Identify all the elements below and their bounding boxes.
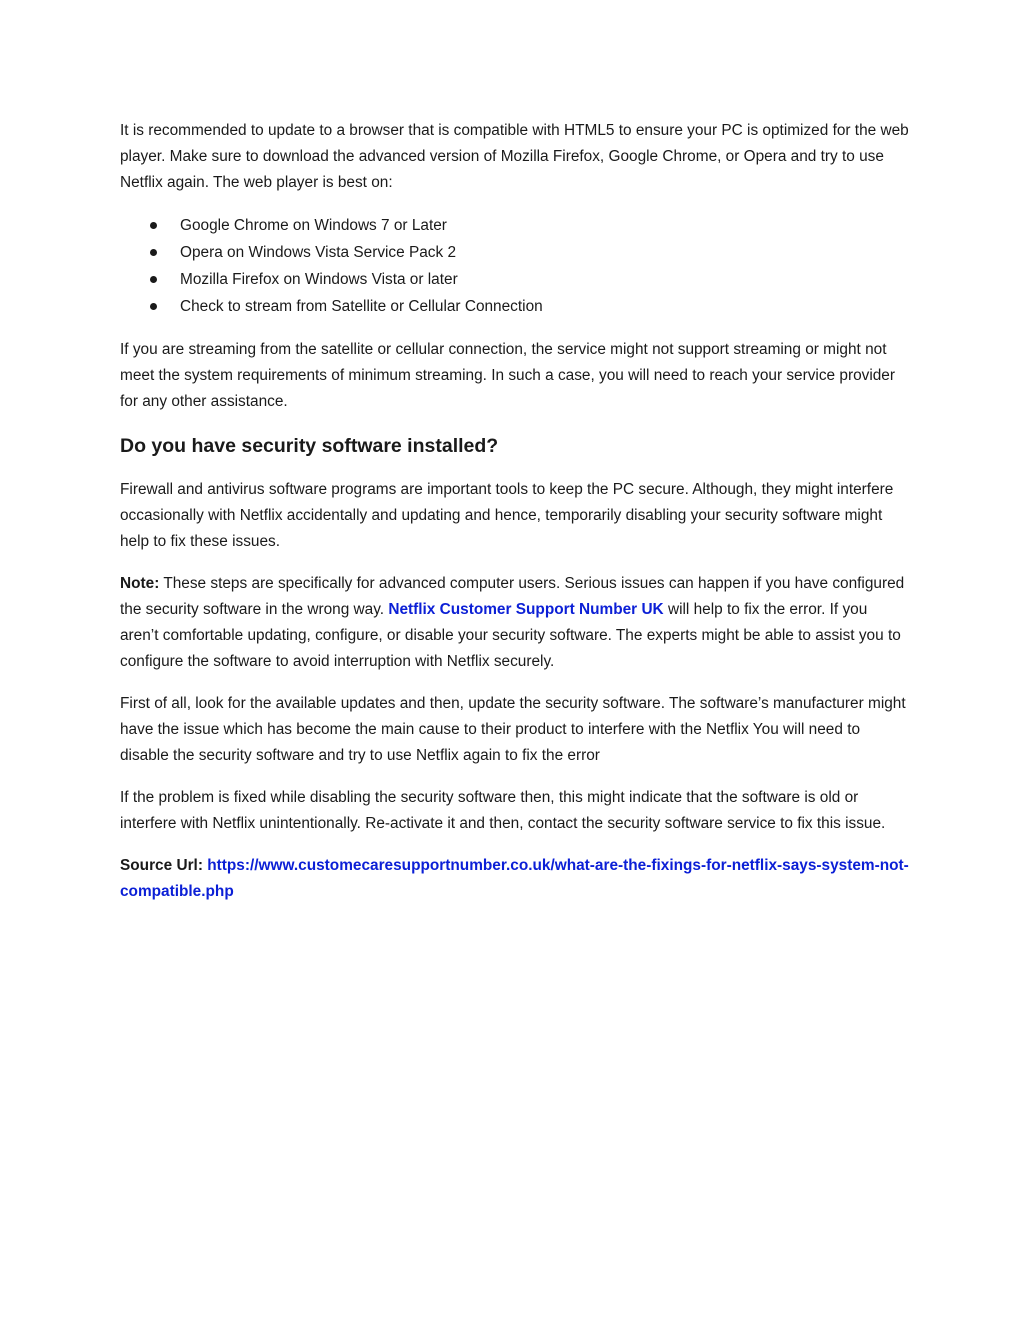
bullet-icon xyxy=(150,276,157,283)
list-item xyxy=(120,239,910,266)
satellite-paragraph: If you are streaming from the satellite or cellular connection, the service might not support streaming or might not meet the system requirements of minimum streaming. In such a case, you will need to reach your service provider for any other assistance. xyxy=(120,341,895,410)
intro-paragraph: It is recommended to update to a browser that is compatible with HTML5 to ensure your PC is optimized for the web player. Make sure to download the advanced version of Mozilla Firefox, Google Chrome, or Opera and try to use Netflix again. The web player is best on: xyxy=(120,122,909,191)
source-paragraph xyxy=(120,853,910,905)
source-label: Source Url: xyxy=(120,857,203,874)
support-number-link[interactable]: Netflix Customer Support Number UK xyxy=(388,601,664,618)
browser-list xyxy=(120,212,910,320)
note-text-before-link: These steps are specifically for advanced computer users. Serious issues can happen if you have configured the security software in the wrong way. xyxy=(120,575,905,618)
firewall-paragraph: Firewall and antivirus software programs are important tools to keep the PC secure. Although, they might interfere occasionally with Netflix accidentally and updating and hence, temporarily disabling your security software might help to fix these issues. xyxy=(120,481,894,550)
list-item-text: Opera on Windows Vista Service Pack 2 xyxy=(180,244,457,261)
document-page xyxy=(120,118,910,921)
note-text-after-link: will help to fix the error. If you aren’t comfortable updating, configure, or disable your security software. The experts might be able to assist you to configure the software to avoid interruption with Netflix securely. xyxy=(120,601,901,670)
bullet-icon xyxy=(150,249,157,256)
section-heading: Do you have security software installed? xyxy=(120,435,499,457)
list-item-text: Mozilla Firefox on Windows Vista or later xyxy=(180,271,458,288)
fixed-paragraph: If the problem is fixed while disabling the security software then, this might indicate that the software is old or interfere with Netflix unintentionally. Re-activate it and then, contact the security software service to fix this issue. xyxy=(120,789,886,832)
bullet-icon xyxy=(150,222,157,229)
source-url-link[interactable]: https://www.customecaresupportnumber.co.uk/what-are-the-fixings-for-netflix-says-system-not-compatible.php xyxy=(120,857,909,900)
list-item xyxy=(120,212,910,239)
list-item-text: Check to stream from Satellite or Cellular Connection xyxy=(180,298,543,315)
list-item-text: Google Chrome on Windows 7 or Later xyxy=(180,217,447,234)
note-label: Note: xyxy=(120,575,160,592)
updates-paragraph: First of all, look for the available updates and then, update the security software. The software’s manufacturer might have the issue which has become the main cause to their product to interfere with the Netflix You will need to disable the security software and try to use Netflix again to fix the error xyxy=(120,695,906,764)
note-paragraph xyxy=(120,571,910,675)
bullet-icon xyxy=(150,303,157,310)
list-item xyxy=(120,293,910,320)
list-item xyxy=(120,266,910,293)
